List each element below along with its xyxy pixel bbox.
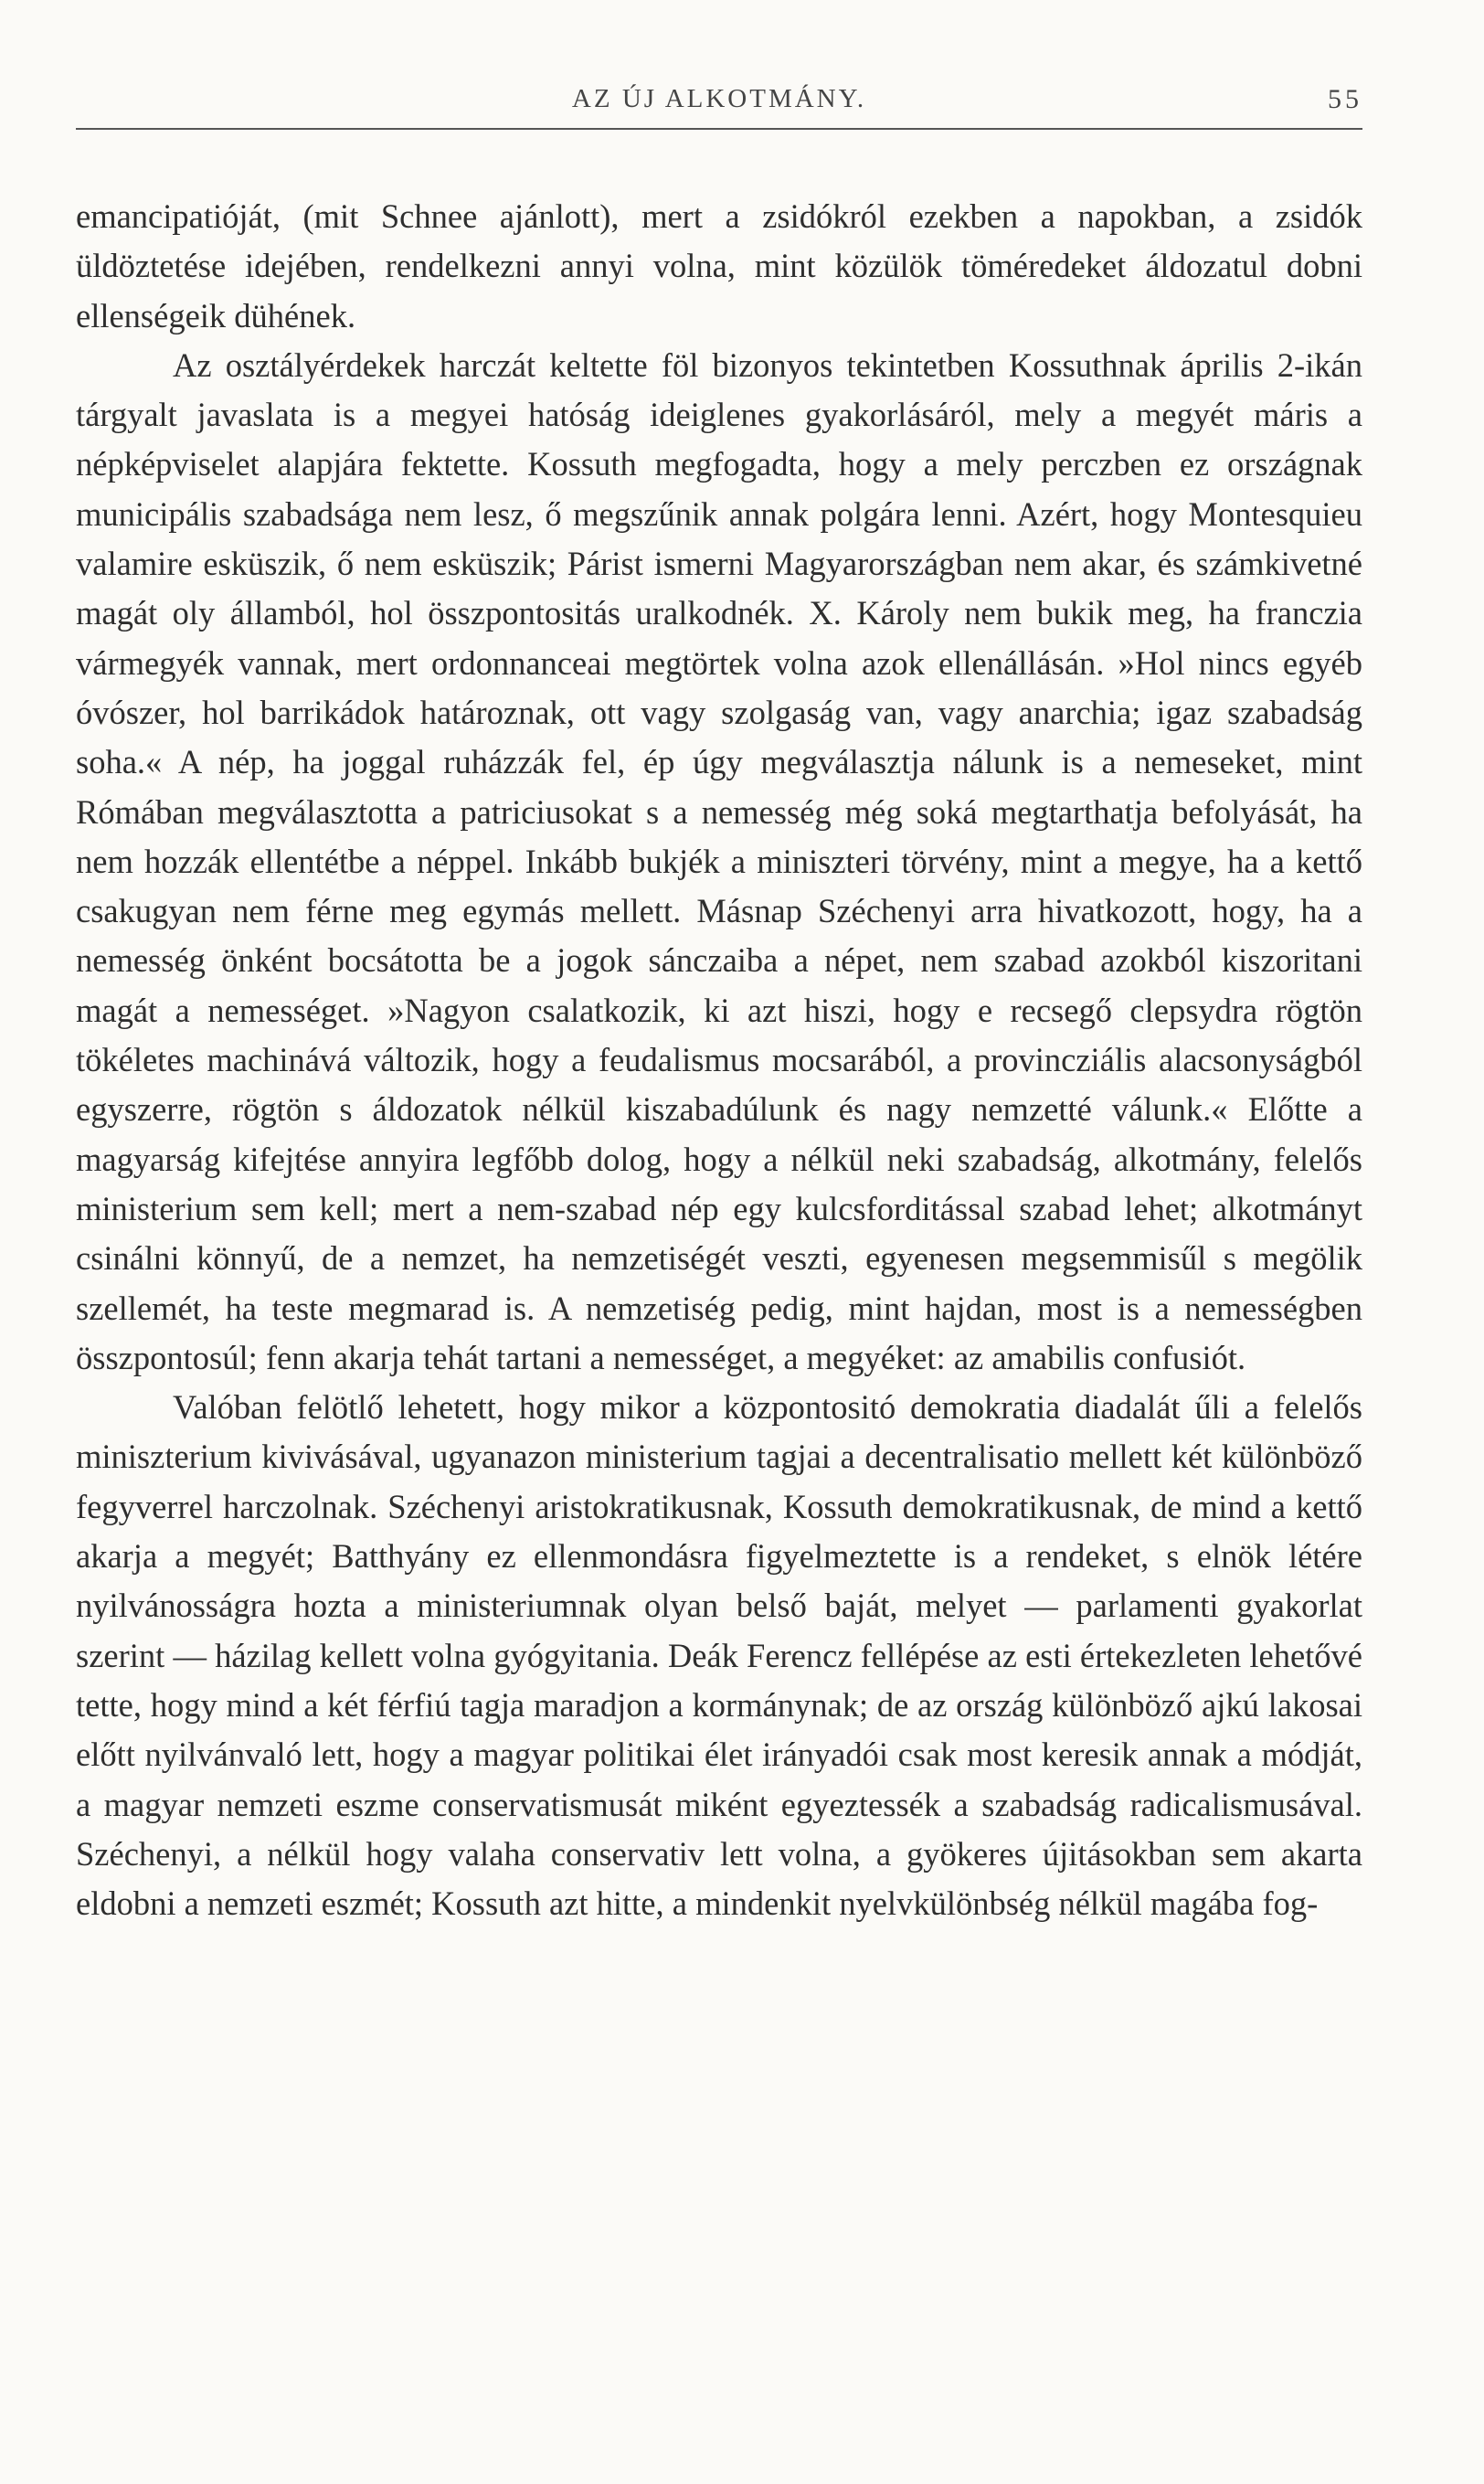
page-number: 55: [1328, 84, 1362, 114]
running-head: [76, 84, 1362, 130]
running-head-title: AZ ÚJ ALKOTMÁNY.: [571, 84, 867, 113]
paragraph: Az osztályérdekek harczát keltette föl bizonyos tekintetben Kossuthnak április 2-ikán tárgyalt javaslata is a megyei hatóság ideiglenes gyakorlásáról, mely a megyét máris a népképviselet alapjára fektette. Kossuth megfogadta, hogy a mely perczben ez országnak municipális szabadsága nem lesz, ő megszűnik annak polgára lenni. Azért, hogy Montesquieu valamire esküszik, ő nem esküszik; Párist ismerni Magyarországban nem akar, és számkivetné magát oly államból, hol összpontositás uralkodnék. X. Károly nem bukik meg, ha franczia vármegyék vannak, mert ordonnanceai megtörtek volna azok ellenállásán. »Hol nincs egyéb óvószer, hol barrikádok határoznak, ott vagy szolgaság van, vagy anarchia; igaz szabadság soha.« A nép, ha joggal ruházzák fel, ép úgy megválasztja nálunk is a nemeseket, mint Rómában megválasztotta a patriciusokat s a nemesség még soká megtarthatja befolyását, ha nem hozzák ellentétbe a néppel. Inkább bukjék a miniszteri törvény, mint a megye, ha a kettő csakugyan nem férne meg egymás mellett. Másnap Széchenyi arra hivatkozott, hogy, ha a nemesség önként bocsátotta be a jogok sánczaiba a népet, nem szabad azokból kiszoritani magát a nemességet. »Nagyon csalatkozik, ki azt hiszi, hogy e recsegő clepsydra rögtön tökéletes machinává változik, hogy a feudalismus mocsarából, a provincziális alacsonyságból egyszerre, rögtön s áldozatok nélkül kiszabadúlunk és nagy nemzetté válunk.« Előtte a magyarság kifejtése annyira legfőbb dolog, hogy a nélkül neki szabadság, alkotmány, felelős ministerium sem kell; mert a nem-szabad nép egy kulcsforditással szabad lehet; alkotmányt csinálni könnyű, de a nemzet, ha nemzetiségét veszti, egyenesen megsemmisűl s megölik szellemét, ha teste megmarad is. A nemzetiség pedig, mint hajdan, most is a nemességben összpontosúl; fenn akarja tehát tartani a nemességet, a megyéket: az amabilis confusiót.: [76, 345, 1362, 1376]
body-text: [76, 192, 1362, 1928]
paragraph: Valóban felötlő lehetett, hogy mikor a központositó demokratia diadalát űli a felelős miniszterium kivivásával, ugyanazon ministerium tagjai a decentralisatio mellett két különböző fegyverrel harczolnak. Széchenyi aristokratikusnak, Kossuth demokratikusnak, de mind a kettő akarja a megyét; Batthyány ez ellenmondásra figyelmeztette is a rendeket, s elnök létére nyilvánosságra hozta a ministeriumnak olyan belső baját, melyet — parlamenti gyakorlat szerint — házilag kellett volna gyógyitania. Deák Ferencz fellépése az esti értekezleten lehetővé tette, hogy mind a két férfiú tagja maradjon a kormánynak; de az ország különböző ajkú lakosai előtt nyilvánvaló lett, hogy a magyar politikai élet irányadói csak most keresik annak a módját, a magyar nemzeti eszme conservatismusát miként egyeztessék a szabadság radicalismusával. Széchenyi, a nélkül hogy valaha conservativ lett volna, a gyökeres újitásokban sem akarta eldobni a nemzeti eszmét; Kossuth azt hitte, a mindenkit nyelvkülönbség nélkül magába fog-: [76, 1388, 1362, 1923]
paragraph-continued: emancipatióját, (mit Schnee ajánlott), mert a zsidókról ezekben a napokban, a zsidók üldöztetése idejében, rendelkezni annyi volna, mint közülök töméredeket áldozatul dobni ellenségeik dühének.: [76, 197, 1362, 334]
